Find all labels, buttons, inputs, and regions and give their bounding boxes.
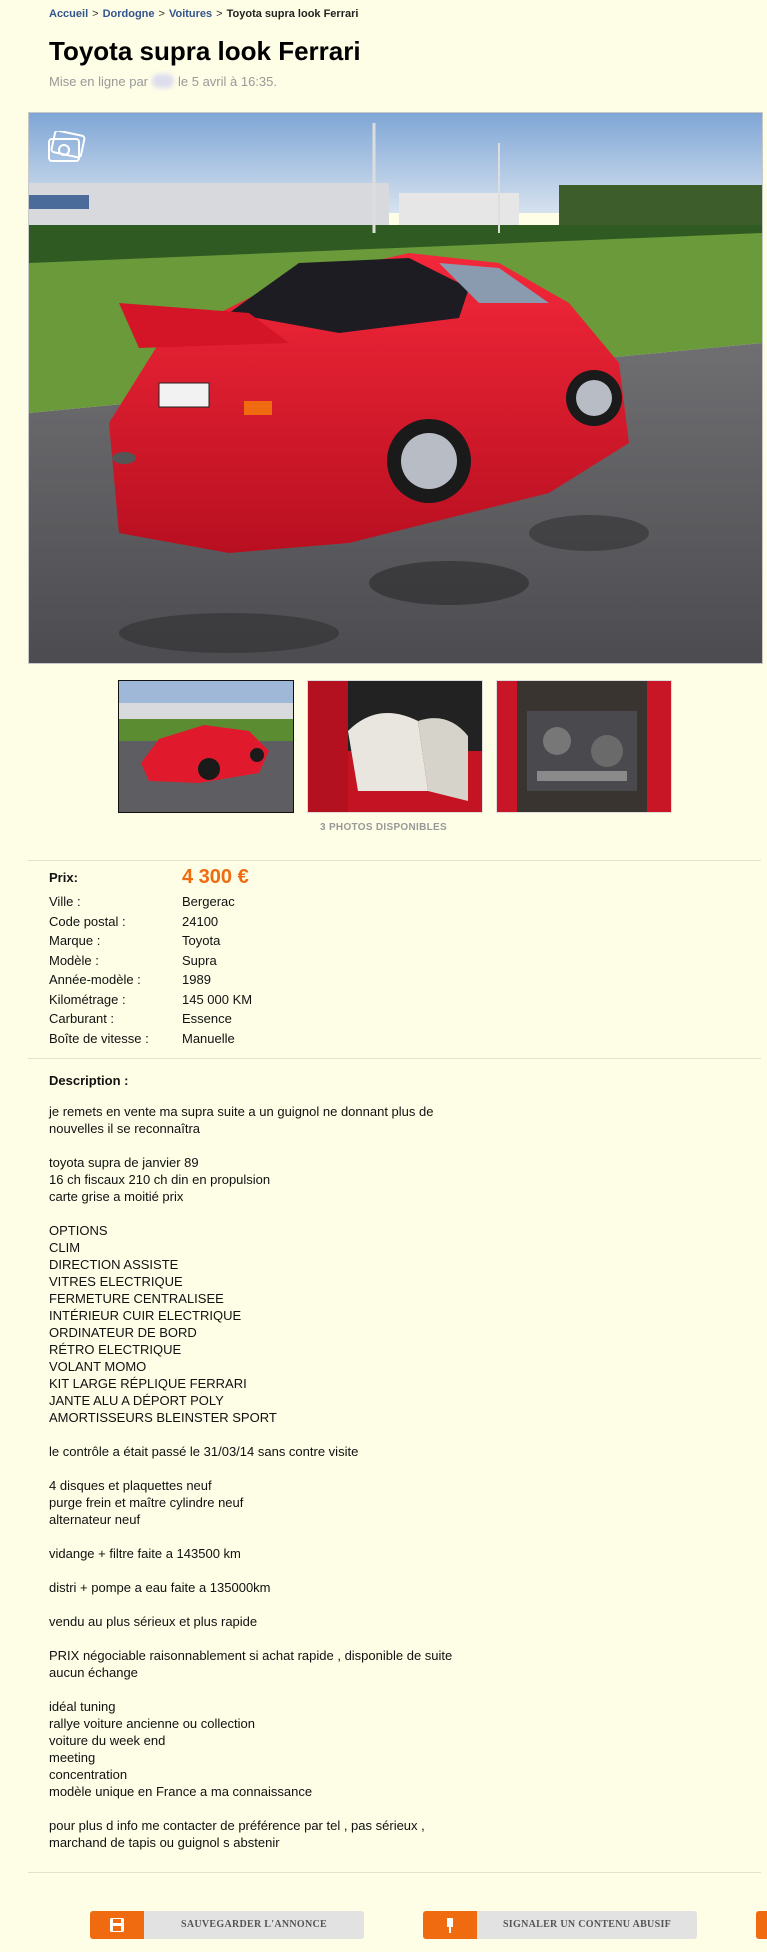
divider [28, 1058, 761, 1059]
flag-icon [423, 1911, 477, 1939]
param-value: Supra [182, 952, 217, 968]
breadcrumb-current: Toyota supra look Ferrari [226, 8, 359, 20]
param-value: 24100 [182, 913, 219, 929]
thumbnail-image [119, 681, 293, 812]
param-value: Manuelle [182, 1030, 235, 1046]
posted-prefix: Mise en ligne par [49, 74, 148, 89]
posted-date: le 5 avril à 16:35. [178, 74, 278, 89]
thumbnail-1[interactable] [118, 680, 294, 813]
param-label: Modèle : [49, 952, 99, 968]
main-photo-image [29, 113, 762, 663]
param-value: 145 000 KM [182, 991, 253, 1007]
next-button-edge[interactable] [756, 1911, 767, 1939]
thumbnail-image [308, 681, 482, 812]
param-label: Année-modèle : [49, 972, 141, 987]
breadcrumb-separator: > [216, 8, 223, 20]
photo-count-label: 3 PHOTOS DISPONIBLES [320, 822, 447, 833]
save-ad-label: SAUVEGARDER L'ANNONCE [180, 1919, 328, 1930]
divider [28, 860, 761, 861]
breadcrumb-region[interactable]: Dordogne [102, 8, 155, 20]
param-value: Essence [182, 1011, 232, 1026]
param-value: 1989 [182, 972, 211, 987]
save-icon-box [90, 1911, 144, 1939]
param-value: Toyota [182, 933, 221, 948]
param-label: Marque : [49, 933, 101, 948]
param-label: Boîte de vitesse : [49, 1030, 149, 1046]
seller-name-redacted [152, 74, 174, 88]
main-photo[interactable] [28, 112, 763, 664]
floppy-disk-icon [90, 1911, 144, 1939]
report-abuse-button[interactable] [423, 1911, 697, 1939]
description-text: je remets en vente ma supra suite a un guignol ne donnant plus de nouvelles il se reconnaîtra toyota supra de janvier 89 16 ch fiscaux 210 ch din en propulsion carte grise a moitié prix OPTIONS CLIM DIRECTION ASSISTE VITRES ELECTRIQUE FERMETURE CENTRALISEE INTÉRIEUR CUIR ELECTRIQUE ORDINATEUR DE BORD RÉTRO ELECTRIQUE VOLANT MOMO KIT LARGE RÉPLIQUE FERRARI JANTE ALU A DÉPORT POLY AMORTISSEURS BLEINSTER SPORT le contrôle a était passé le 31/03/14 sans contre visite 4 disques et plaquettes neuf purge frein et maître cylindre neuf alternateur neuf vidange + filtre faite a 143500 km distri + pompe a eau faite a 135000km vendu au plus sérieux et plus rapide PRIX négociable raisonnablement si achat rapide , disponible de suite aucun échange idéal tuning rallye voiture ancienne ou collection voiture du week end meeting concentration modèle unique en France a ma connaissance pour plus d info me contacter de préférence par tel , pas sérieux , marchand de tapis ou guignol s abstenir [49, 1104, 453, 1850]
report-icon-box [423, 1911, 477, 1939]
param-label: Ville : [49, 894, 81, 909]
divider [28, 1872, 761, 1873]
breadcrumb-category[interactable]: Voitures [168, 8, 213, 20]
breadcrumb [49, 8, 358, 20]
param-label: Kilométrage : [49, 991, 126, 1007]
report-abuse-label: SIGNALER UN CONTENU ABUSIF [502, 1919, 672, 1930]
posted-info [49, 74, 277, 89]
price-value: 4 300 € [182, 866, 249, 888]
param-label: Code postal : [49, 913, 126, 929]
breadcrumb-home[interactable]: Accueil [49, 8, 89, 20]
save-ad-button[interactable] [90, 1911, 364, 1939]
thumbnail-strip [0, 680, 767, 815]
thumbnail-3[interactable] [496, 680, 672, 813]
thumbnail-2[interactable] [307, 680, 483, 813]
breadcrumb-separator: > [158, 8, 165, 20]
page-title: Toyota supra look Ferrari [49, 36, 361, 66]
thumbnail-image [497, 681, 671, 812]
param-label: Carburant : [49, 1011, 115, 1026]
breadcrumb-separator: > [92, 8, 99, 20]
description-label: Description : [49, 1073, 129, 1088]
price-label: Prix: [49, 870, 78, 885]
photo-gallery-icon [47, 131, 87, 167]
param-value: Bergerac [182, 894, 235, 909]
